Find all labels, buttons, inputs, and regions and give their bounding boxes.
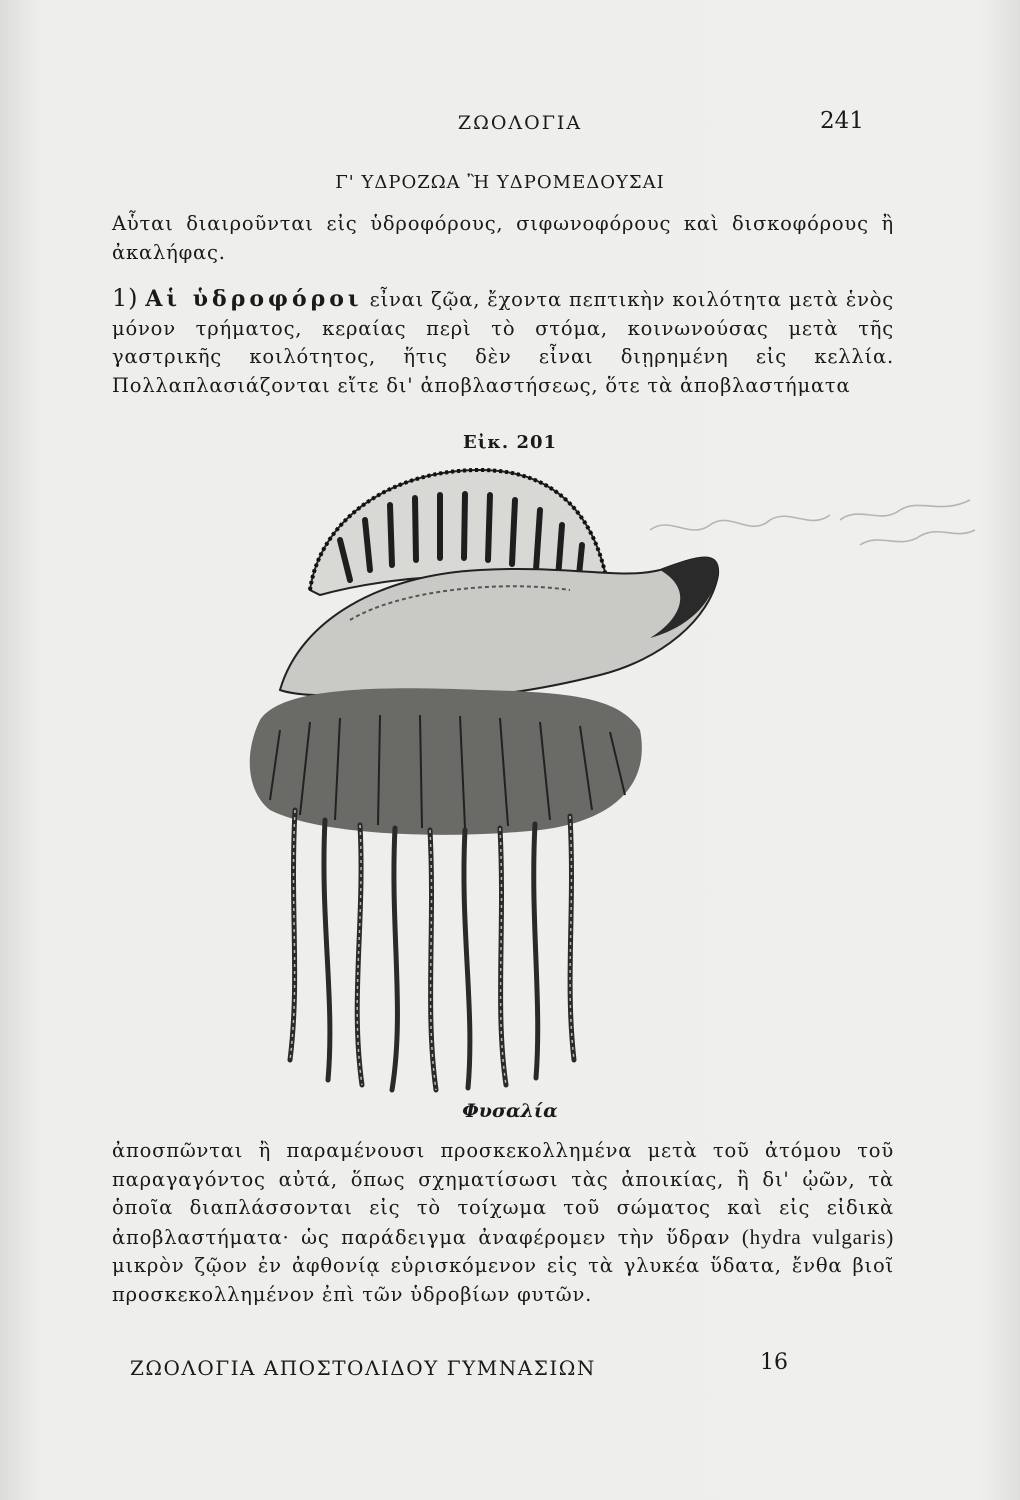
- term-hydra: ὕδραν: [666, 1225, 731, 1249]
- page-footer: [130, 1350, 830, 1386]
- paragraph-intro: Αὗται διαιροῦνται εἰς ὑδροφόρους, σιφωνοφόρους καὶ δισκοφόρους ἢ ἀκαλήφας.: [112, 212, 894, 264]
- latin-name: (hydra vulgaris): [741, 1224, 894, 1249]
- section-heading: Γ' ΥΔΡΟΖΩΑ Ἢ ΥΔΡΟΜΕΔΟΥΣΑΙ: [335, 172, 665, 193]
- figure-caption: Φυσαλία: [462, 1100, 558, 1122]
- figure-label: Εἰκ. 201: [462, 432, 558, 453]
- footer-imprint: ΖΩΟΛΟΓΙΑ ΑΠΟΣΤΟΛΙΔΟΥ ΓΥΜΝΑΣΙΩΝ: [130, 1356, 596, 1380]
- paragraph-text-end: μικρὸν ζῷον ἐν ἀφθονίᾳ εὑρισκόμενον εἰς τὰ γλυκέα ὕδατα, ἔνθα βιοῖ προσκεκολλημένον ἐπὶ τῶν ὑδροβίων φυτῶν.: [112, 1254, 894, 1306]
- spaced-term: Αἱ ὑδροφόροι: [145, 286, 363, 312]
- paragraph-text: εἶναι ζῷα, ἔχοντα πεπτικὴν κοιλότητα μετὰ ἑνὸς μόνον τρήματος, κεραίας περὶ τὸ στόμα, κοινωνούσας μετὰ τῆς γαστρικῆς κοιλότητος, ἥτις δὲν εἶναι διῃρημένη εἰς κελλία. Πολλαπλασιάζονται εἴτε δι' ἀποβλαστήσεως, ὅτε τὰ ἀποβλαστήματα: [112, 288, 894, 397]
- running-head-title: ΖΩΟΛΟΓΙΑ: [457, 112, 583, 134]
- paragraph-hydrophores: [112, 284, 894, 400]
- paragraph-text: ἀποσπῶνται ἢ παραμένουσι προσκεκολλημένα μετὰ τοῦ ἀτόμου τοῦ παραγαγόντος αὐτά, ὅπως σχηματίσωσι τὰς ἀποικίας, ἢ δι' ᾠῶν, τὰ ὁποῖα διαπλάσσονται εἰς τὸ τοίχωμα τοῦ σώματος καὶ εἰς εἰδικὰ ἀποβλαστήματα· ὡς παράδειγμα ἀναφέρομεν τὴν: [112, 1139, 894, 1249]
- signature-number: 16: [760, 1350, 788, 1375]
- running-head: [0, 108, 1020, 142]
- handwritten-annotation: [640, 470, 980, 560]
- paragraph-reproduction: [112, 1137, 894, 1309]
- page-number: 241: [820, 108, 864, 134]
- item-number: 1): [112, 284, 139, 312]
